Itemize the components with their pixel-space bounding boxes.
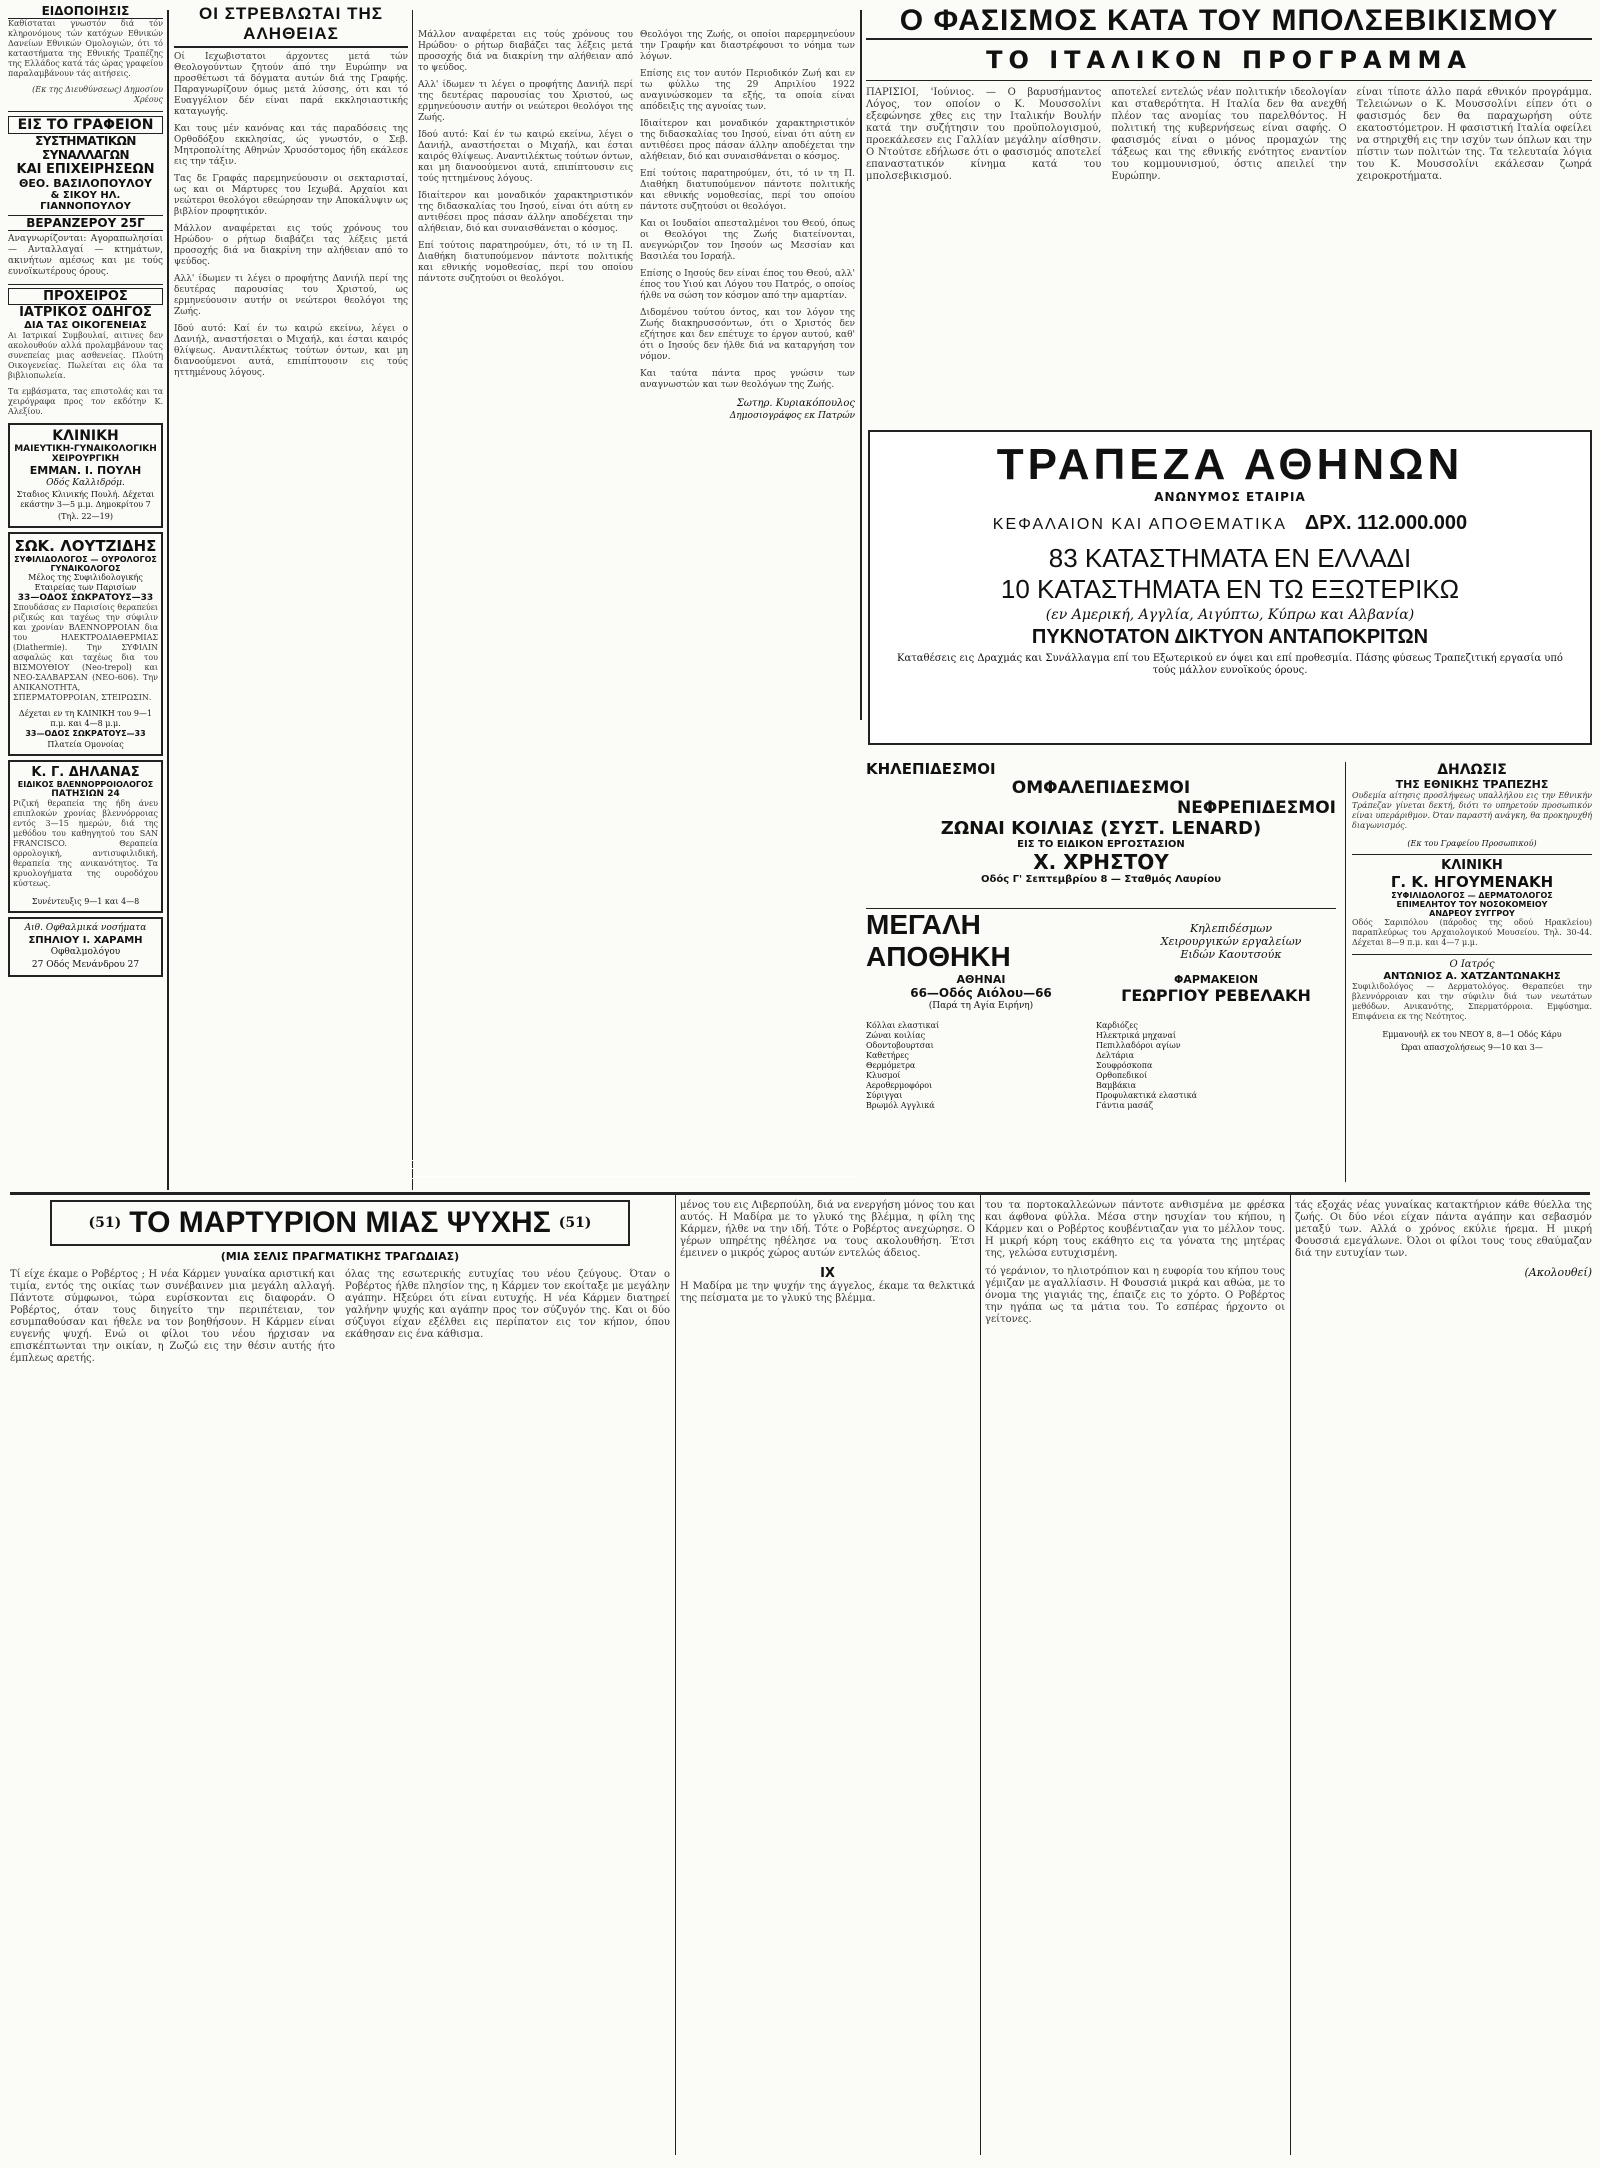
- article-paragraph: Και τους μέν κανόνας και τάς παραδόσεις της Ορθοδόξου εκκλησίας, ώς γνωστόν, ο Σεβ. Μητροπολίτης Αθηνών Χρυσόστομος ήδη εκάλεσε εις την τάξιν.: [174, 124, 408, 167]
- article-martyrion: [10, 1200, 670, 2155]
- dilanas-line: Συνέντευξις 9—1 και 4—8: [31, 897, 140, 906]
- notice-heading: ΕΙΔΟΠΟΙΗΣΙΣ: [8, 4, 163, 19]
- guide-body: Τα εμβάσματα, τας επιστολάς και τα χειρόγραφα προς τον εκδότην Κ. Αλεξίου.: [8, 387, 163, 416]
- dilanas-ad: [8, 760, 163, 913]
- apothiki-line: Κηλεπιδέσμων: [1189, 921, 1273, 935]
- hatzantonakis-body: Συφιλιδολόγος — Δερματολόγος. Θεραπεύει την βλεννόρροιαν και την σύφιλιν διά των νεωτάτων μεθόδων. Ανικανότης, Σπερματόρροια. Εμφύσημα. Επιφάνεια εκ της Νεότητος.: [1352, 982, 1592, 1021]
- dilanas-line: ΕΙΔΙΚΟΣ ΒΛΕΝΝΟΡΡΟΙΟΛΟΓΟΣ: [17, 780, 154, 789]
- apothiki-title: ΜΕΓΑΛΗ ΑΠΟΘΗΚΗ: [866, 909, 1011, 972]
- bank-capital: ΔΡΧ. 112.000.000: [1304, 512, 1468, 534]
- article-martyrion-col5: [1295, 1200, 1592, 2155]
- clinic-line: (Τηλ. 22—19): [58, 512, 113, 521]
- article-signature: Σωτηρ. Κυριακόπουλος: [736, 398, 855, 409]
- article-title: ΤΟ ΜΑΡΤΥΡΙΟΝ ΜΙΑΣ ΨΥΧΗΣ: [129, 1206, 551, 1239]
- guide-ad: [8, 284, 163, 417]
- apothiki-pharmacy-label: ΦΑΡΜΑΚΕΙΟΝ: [1173, 973, 1259, 986]
- loutzidis-line: 33—ΟΔΟΣ ΣΩΚΡΑΤΟΥΣ—33: [25, 729, 146, 738]
- therapeia-ad: [866, 1138, 1336, 1190]
- article-paragraph: Διδομένου τούτου όντος, και τον λόγον της Ζωής διακηρυσσόντων, ότι ο Χριστός δεν εζήτησε και δεν επέτυχε το έργον αυτού, καθ' ότι ο Ιησούς δεν ήλθε διά να καταργήση τον νόμον.: [640, 308, 855, 362]
- article-paragraph: Και οι Ιουδαίοι απεσταλμένοι του Θεού, όπως οι Θεολόγοι της Ζωής διατείνονται, ανεγνώριζον τον Ιησούν ως Μεσσίαν και Βασιλέα του Ισραήλ.: [640, 219, 855, 262]
- article-paragraph: Επίσης εις τον αυτόν Περιοδικόν Ζωή και εν τω φύλλω της 29 Απριλίου 1922 αναγινώσκομεν τα εξής, τα οποία είναι απόδειξις της αγνοίας των.: [640, 69, 855, 112]
- apothiki-item: Ηλεκτρικά μηχαναί: [1096, 1031, 1177, 1040]
- anglo-belgian-oil-engines-box: [414, 1162, 415, 1163]
- continued-note: (Ακολουθεί): [1524, 1266, 1592, 1279]
- article-paragraph: τάς εξοχάς νέας γυναίκας κατακτήριον κάθε θύελλα της ζωής. Οι δύο νέοι είχαν πάντα αγάπην και σεβασμόν μεταξύ των. Αλλά ο χρόνος εκύλιε ήρεμα. Η μικρή Φουσσιά εμεγάλωνε. Όλοι οι φίλοι τους τους εθαύμαζαν διά την ευτυχίαν των.: [1295, 1200, 1592, 1259]
- article-paragraph: Ιδού αυτό: Καί έν τω καιρώ εκείνω, λέγει ο Δανιήλ, αναστήσεται ο Μιχαήλ, και έσται καιρός θλίψεως. Αναντιλέκτως τούτων όντων, και μη διανοούμενοι αυτά, επιπίπτουσιν εις τούς ηττημένους λόγους.: [174, 324, 408, 378]
- apothiki-item: Δελτάρια: [1096, 1051, 1135, 1060]
- article-paragraph: τό γεράνιον, το ηλιοτρόπιον και η ευφορία του κήπου τους γέμιζαν με αγαλλίασιν. Η Φουσσιά μικρά και αθώα, με το όνομα της γιαγιάς της, έπαιζε εις το χόρτο. Ο Ροβέρτος την ηγάπα ως τα μάτια του. Το εσπέρας ήρχοντο οι γείτονες.: [985, 1266, 1285, 1325]
- loutzidis-body: Σπουδάσας εν Παρισίοις θεραπεύει ριζικώς και ταχέως την σύφιλιν και χρονίαν ΒΛΕΝΝΟΡΡΟΙΑΝ δια του ΗΛΕΚΤΡΟΔΙΑΘΕΡΜΙΑΣ (Diathermie). Την ΣΥΦΙΛΙΝ ασφαλώς και ταχέως δια του ΒΙΣΜΟΥΘΙΟΥ (Neo-trepol) και ΝΕΟ-ΣΑΛΒΑΡΣΑΝ (NEO-606). Την ΑΝΙΚΑΝΟΤΗΤΑ, ΣΠΕΡΜΑΤΟΡΡΟΙΑΝ, ΣΤΕΙΡΩΣΙΝ.: [13, 603, 158, 702]
- hatzantonakis-line: Ώραι απασχολήσεως 9—10 και 3—: [1401, 1043, 1543, 1052]
- apothiki-line: Χειρουργικών εργαλείων: [1160, 934, 1302, 948]
- grafeion-line: ΕΙΣ ΤΟ ΓΡΑΦΕΙΟΝ: [8, 116, 163, 134]
- hgoumenakis-ad: [1352, 854, 1592, 948]
- column-rule: [1290, 1195, 1291, 2155]
- hgoumenakis-line: ΕΠΙΜΕΛΗΤΟΥ ΤΟΥ ΝΟΣΟΚΟΜΕΙΟΥ: [1396, 900, 1548, 909]
- article-paragraph: είναι τίποτε άλλο παρά εθνικόν προγράμμα. Τελειώνων ο Κ. Μουσσολίνι είπεν ότι ο φασισμός δεν θα παραχωρήση ούτε εκατοστόμετρον. Η φασιστική Ιταλία οφείλει να στηριχθή εις την ισχύν των όπλων και την πίστιν των πολιτών της. Τα τελευταία λόγια του Κ. Μουσσολίνι εκάλεσαν ζωηρά χειροκροτήματα.: [1356, 87, 1592, 182]
- article-paragraph: Ιδιαίτερον και μοναδικόν χαρακτηριστικόν της διδασκαλίας του Ιησού, είναι ότι αύτη εν αντιθέσει προς πάσαν άλλην αποδέχεται την αλήθειαν, διό και συναισθάνεται ο κόσμος.: [640, 119, 855, 162]
- christou-line: Οδός Γ' Σεπτεμβρίου 8 — Σταθμός Λαυρίου: [980, 874, 1222, 885]
- apothiki-item: Πεπιλλαδόροι αγίων: [1096, 1041, 1181, 1050]
- bank-capital-label: ΚΕΦΑΛΑΙΟΝ ΚΑΙ ΑΠΟΘΕΜΑΤΙΚΑ: [992, 516, 1287, 533]
- article-paragraph: Οί Ιεχωβιστατοι άρχοντες μετά τών Θεολογούντων ζητούν άπό την Ευρώπην να προσθέτωσι τά δόγματα αυτών διά της Γραφής. Παραγνωρίζουν όμως μετά λύσσης, ότι και τό Ευαγγέλιον δέν είναι παρά εκκλησιαστικής καταγωγής.: [174, 52, 408, 117]
- article-paragraph: Μάλλον αναφέρεται εις τούς χρόνους του Ηρώδου· ο ρήτωρ διαβάζει τας λέξεις μετά προσοχής διά να διακρίνη την αλήθειαν από το ψεύδος.: [174, 224, 408, 267]
- bank-title: ΤΡΑΠΕΖΑ ΑΘΗΝΩΝ: [996, 440, 1464, 489]
- hgoumenakis-line: ΣΥΦΙΛΙΔΟΛΟΓΟΣ — ΔΕΡΜΑΤΟΛΟΓΟΣ: [1391, 891, 1553, 900]
- article-title: Ο ΦΑΣΙΣΜΟΣ ΚΑΤΑ ΤΟΥ ΜΠΟΛΣΕΒΙΚΙΣΜΟΥ: [866, 4, 1592, 40]
- article-paragraph: Θεολόγοι της Ζωής, οι οποίοι παρερμηνεύουν την Γραφήν και διαστρέφουσι το νόημα των λόγων.: [640, 30, 855, 62]
- grafeion-line: ΒΕΡΑΝΖΕΡΟΥ 25Γ: [8, 215, 163, 231]
- bank-subtitle: ΑΝΩΝΥΜΟΣ ΕΤΑΙΡΙΑ: [1154, 490, 1306, 504]
- article-paragraph: Επίσης ο Ιησούς δεν είναι έπος του Θεού, αλλ' έπος του Υιού και Λόγου του Πατρός, ο οποίος ήλθε να σώση τον κόσμον από την αμαρτίαν.: [640, 269, 855, 301]
- apothiki-item: Σουφρόσκοπα: [1096, 1061, 1153, 1070]
- hatzantonakis-line: ΑΝΤΩΝΙΟΣ Α. ΧΑΤΖΑΝΤΩΝΑΚΗΣ: [1383, 971, 1561, 982]
- haramis-line: 27 Οδός Μενάνδρου 27: [31, 960, 140, 970]
- article-subtitle: ΤΟ ΙΤΑΛΙΚΟΝ ΠΡΟΓΡΑΜΜΑ: [866, 40, 1592, 81]
- apothiki-item: Κόλλαι ελαστικαί: [866, 1021, 940, 1030]
- christou-ad: [866, 760, 1336, 885]
- apothiki-item: Καρδιόζες: [1096, 1021, 1138, 1030]
- anglo-belgian-engines-box: [412, 1178, 413, 1179]
- article-paragraph: Τί είχε έκαμε ο Ροβέρτος ; Η νέα Κάρμεν γυναίκα αριστική και τιμία, εντός της οικίας των συνέβαινεν μια μεγάλη αλλαγή. Πάντοτε σύμφωνοι, τώρα ευρίσκονται εις διαφοράν. Ο Ροβέρτος, όταν τους διηγείτο την περιπέτειαν, τον εσυμπαθούσαν και ήθελε να τον βοηθήσουν. Η Κάρμεν είναι ευγενής ψυχή. Ενώ οι φίλοι του νέου ήρχισαν να επισκέπτωνται την οικίαν, η Ζωζώ εις την θέσιν αυτής ήτο έμπλεως αρετής.: [10, 1269, 335, 1364]
- grafeion-body: Αναγνωρίζονται: Αγοραπωλησίαι — Ανταλλαγαί — κτημάτων, ακινήτων αμέσως και με τούς ευνοϊκωτέρους όρους.: [8, 234, 163, 277]
- article-paragraph: Τας δε Γραφάς παρεμηνεύουσιν οι σεκταρισταί, ως και οι Μάρτυρες του Ιεχωβά. Αρχαίοι και νεώτεροι θεολόγοι εθεώρησαν την Αποκάλυψιν ως βιβλίον προφητικόν.: [174, 174, 408, 217]
- article-paragraph: Επί τούτοις παρατηρούμεν, ότι, τό ιν τη Π. Διαθήκη διατυπούμενον πάντοτε πολιτικής και εθνικής νομοθεσίας, περί του οποίου πάντοτε συζητούσι οι θεολόγοι.: [640, 169, 855, 212]
- christou-line: ΟΜΦΑΛΕΠΙΔΕΣΜΟΙ: [1011, 778, 1191, 798]
- apothiki-item: Βαμβάκια: [1096, 1081, 1137, 1090]
- clinic-line: ΜΑΙΕΥΤΙΚΗ-ΓΥΝΑΙΚΟΛΟΓΙΚΗ: [14, 444, 157, 454]
- left-column: [8, 4, 163, 1190]
- christou-line: Χ. ΧΡΗΣΤΟΥ: [1033, 850, 1169, 874]
- loutzidis-line: Πλατεία Ομονοίας: [47, 740, 124, 749]
- article-paragraph: Επί τούτοις παρατηρούμεν, ότι, τό ιν τη Π. Διαθήκη διατυπούμενον πάντοτε πολιτικής και εθνικής νομοθεσίας, περί του οποίου πάντοτε συζητούσι οι θεολόγοι.: [418, 241, 633, 284]
- serial-number: (51): [558, 1215, 592, 1231]
- hatzantonakis-line: Εμμανουήλ εκ του ΝΕΟΥ 8, 8—1 Οδός Κάρυ: [1382, 1030, 1562, 1039]
- grafeion-line: ΘΕΟ. ΒΑΣΙΛΟΠΟΥΛΟΥ: [19, 177, 152, 190]
- clinic-line: ΕΜΜΑΝ. Ι. ΠΟΥΛΗ: [29, 464, 142, 477]
- grafeion-line: & ΣΙΚΟΥ ΗΛ. ΓΙΑΝΝΟΠΟΥΛΟΥ: [40, 190, 131, 212]
- article-paragraph: όλας της εσωτερικής ευτυχίας του νέου ζεύγους. Όταν ο Ροβέρτος ήλθε πλησίον της, η Κάρμεν τον εκοίταξε με μεγάλην αγάπην. Ηξεύρει ότι είναι ευτυχής. Η νέα Κάρμεν διατηρεί γαλήνην ψυχής και αγάπην προς τον σύζυγόν της. Και οι δύο σύζυγοι είχαν εξέλθει εις περίπατον εις τον κήπον, όπου εκάθησαν εις ένα κάθισμα.: [345, 1269, 670, 1340]
- haramis-line: Αιθ. Οφθαλμικά νοσήματα: [24, 923, 147, 933]
- haramis-ad: [8, 917, 163, 977]
- haramis-line: ΣΠΗΛΙΟΥ Ι. ΧΑΡΑΜΗ: [28, 935, 143, 946]
- apothiki-item: Κλυσμοί: [866, 1071, 901, 1080]
- bank-network: ΠΥΚΝΟΤΑΤΟΝ ΔΙΚΤΥΟΝ ΑΝΤΑΠΟΚΡΙΤΩΝ: [1031, 626, 1429, 648]
- anglo-belgian-frame: [414, 1176, 858, 1177]
- guide-line: ΠΡΟΧΕΙΡΟΣ: [8, 288, 163, 305]
- loutzidis-line: Δέχεται εν τη ΚΛΙΝΙΚΗ του 9—1 π.μ. και 4—8 μ.μ.: [18, 709, 153, 728]
- guide-body: Αι Ιατρικαί Συμβουλαί, αιτινες δεν ακολουθούν αλλά προλαμβάνουν τας συνεπείας μιας ασθενείας. Πλούτη Οικογενείας. Πωλείται εις όλα τα βιβλιοπωλεία.: [8, 331, 163, 380]
- clinic-line: Σταδιος Κλινικής Πουλή. Δέχεται εκάστην 3—5 μ.μ. Δημοκρίτου 7: [16, 490, 155, 509]
- apothiki-address: (Παρά τη Αγία Ειρήνη): [928, 1001, 1034, 1011]
- loutzidis-line: ΣΥΦΙΛΙΔΟΛΟΓΟΣ — ΟΥΡΟΛΟΓΟΣ: [14, 555, 157, 564]
- apothiki-item: Οδοντοβουρτσαι: [866, 1041, 934, 1050]
- hgoumenakis-line: ΚΛΙΝΙΚΗ: [1441, 858, 1503, 873]
- article-paragraph: αποτελεί εντελώς νέαν πολιτικήν ιδεολογίαν και σταθερότητα. Η Ιταλία δεν θα ανεχθή πλέον τας ανομίας του παρελθόντος. Η πολιτική της κυβερνήσεως είναι σαφής. Ο φασισμός είναι ο μόνος προμαχών της τάξεως και της εθνικής ενότητος εναντίον του κομμουνισμού, όστις απειλεί την Ευρώπην.: [1111, 87, 1347, 182]
- apothiki-item: Προφυλακτικά ελαστικά: [1096, 1091, 1197, 1100]
- article-paragraph: Αλλ' ίδωμεν τι λέγει ο προφήτης Δανιήλ περί της δευτέρας παρουσίας του Χριστού, ως ερμηνεύουσιν αυτήν οι νεώτεροι θεολόγοι της Ζωής.: [174, 274, 408, 317]
- article-martyrion-col3: [680, 1200, 975, 2155]
- loutzidis-ad: [8, 532, 163, 756]
- right-column-ads: [1345, 762, 1592, 1182]
- apothiki-pharmacy: ΓΕΩΡΓΙΟΥ ΡΕΒΕΛΑΚΗ: [1121, 986, 1311, 1005]
- apothiki-item: Αεροθερμοφόροι: [866, 1081, 933, 1090]
- guide-line: ΙΑΤΡΙΚΟΣ ΟΔΗΓΟΣ: [19, 305, 152, 320]
- chapter-number: IX: [820, 1266, 835, 1281]
- hgoumenakis-line: ΑΝΔΡΕΟΥ ΣΥΓΓΡΟΥ: [1429, 909, 1515, 918]
- grafeion-line: ΚΑΙ ΕΠΙΧΕΙΡΗΣΕΩΝ: [16, 162, 155, 177]
- notice-text: Καθίσταται γνωστόν διά τόν κληρονόμους τών κατόχων Εθνικών Δανείων Εθνικών Ομολογιών, ότι τό καταστήματα της Εθνικής Τραπέζης της Ελλάδος κατά τάς ώρας γραφείου παραλαμβάνουν τάς αιτήσεις.: [8, 19, 164, 78]
- trapeza-athinon-ad: [868, 430, 1592, 745]
- article-paragraph: Και ταύτα πάντα προς γνώσιν των αναγνωστών και των θεολόγων της Ζωής.: [640, 369, 855, 390]
- notice-signoff: (Εκ της Διευθύνσεως) Δημοσίου Χρέους: [32, 85, 163, 104]
- apothiki-line: Ειδών Καουτσούκ: [1180, 947, 1282, 961]
- hgoumenakis-line: Γ. Κ. ΗΓΟΥΜΕΝΑΚΗ: [1390, 873, 1554, 891]
- haramis-line: Οφθαλμολόγου: [50, 947, 121, 957]
- loutzidis-line: ΣΩΚ. ΛΟΥΤΖΙΔΗΣ: [14, 537, 157, 555]
- hgoumenakis-body: Οδός Σαριπόλου (πάροδος της οδού Ηρακλείου) παραπλεύρως του Αρχαιολογικού Μουσείου. Τηλ. 30-44. Δέχεται 8—9 π.μ. και 4—7 μ.μ.: [1352, 918, 1592, 947]
- apothiki-item: Ορθοπεδικοί: [1096, 1071, 1148, 1080]
- christou-line: ΕΙΣ ΤΟ ΕΙΔΙΚΟΝ ΕΡΓΟΣΤΑΣΙΟΝ: [1017, 839, 1185, 850]
- anglo-belgian-advertisement-panel: [412, 1160, 413, 1161]
- apothiki-item: Γάντια μασάζ: [1096, 1101, 1154, 1110]
- article-fasismos: [866, 4, 1592, 464]
- article-title: ΟΙ ΣΤΡΕΒΛΩΤΑΙ ΤΗΣ ΑΛΗΘΕΙΑΣ: [174, 4, 408, 48]
- bank-branches-greece: 83 ΚΑΤΑΣΤΗΜΑΤΑ ΕΝ ΕΛΛΑΔΙ: [1048, 543, 1412, 573]
- article-paragraph: του τα πορτοκαλλεώνων πάντοτε ανθισμένα με φρέσκα και άφθονα φύλλα. Μέσα στην ησυχίαν του κήπου, η Κάρμεν και ο Ροβέρτος κουβέντιαζαν για το μέλλον τους. Η μικρή κόρη τους εκάθητο εις τα γόνατα της μητέρας της, γελώσα ευτυχισμένη.: [985, 1200, 1285, 1259]
- article-paragraph: Ιδιαίτερον και μοναδικόν χαρακτηριστικόν της διδασκαλίας του Ιησού, είναι ότι αύτη εν αντιθέσει προς πάσαν άλλην αποδέχεται την αλήθειαν, διό και συναισθάνεται ο κόσμος.: [418, 191, 633, 234]
- column-rule: [860, 10, 862, 720]
- article-paragraph: Αλλ' ίδωμεν τι λέγει ο προφήτης Δανιήλ περί της δευτέρας παρουσίας του Χριστού, ως ερμηνεύουσιν αυτήν οι νεώτεροι θεολόγοι της Ζωής.: [418, 80, 633, 123]
- article-paragraph: Η Μαδίρα με την ψυχήν της άγγελος, έκαμε τα θελκτικά της πείσματα με το γλυκύ της βλέμμα.: [680, 1281, 975, 1304]
- column-rule: [980, 1195, 981, 2155]
- apothiki-address: 66—Οδός Αιόλου—66: [910, 986, 1052, 1000]
- christou-line: ΚΗΛΕΠΙΔΕΣΜΟΙ: [866, 760, 996, 778]
- article-paragraph: Μάλλον αναφέρεται εις τούς χρόνους του Ηρώδου· ο ρήτωρ διαβάζει τας λέξεις μετά προσοχής διά να διακρίνη την αλήθειαν από το ψεύδος.: [418, 30, 633, 73]
- dilanas-line: ΠΑΤΗΣΙΩΝ 24: [51, 789, 120, 799]
- bank-services: Καταθέσεις εις Δραχμάς και Συνάλλαγμα επί του Εξωτερικού εν όψει και επί προθεσμία. Πάσης φύσεως Τραπεζιτική εργασία υπό τούς μάλλον ευνοϊκούς όρους.: [897, 653, 1563, 676]
- apothiki-city: ΑΘΗΝΑΙ: [956, 973, 1006, 986]
- apothiki-items-left: [866, 1021, 1096, 1111]
- article-paragraph: μένος του εις Λιβερπούλη, διά να ενεργήση μόνος του και αυτός. Η Μαδίρα με το γλυκό της βλέμμα, η φίλη της Κάρμεν, ήλθε να την ιδή. Τότε ο Ροβέρτος ανεχώρησε. Ο γέρων υπηρέτης ηθέλησε να τους ακολουθήση. Έτσι έμεινεν ο μικρός χώρος αυτών εντελώς άδειος.: [680, 1200, 975, 1259]
- grafeion-ad: [8, 111, 163, 278]
- column-rule: [412, 10, 413, 1190]
- grafeion-line: ΣΥΣΤΗΜΑΤΙΚΩΝ ΣΥΝΑΛΛΑΓΩΝ: [35, 134, 136, 162]
- apothiki-ad: [866, 908, 1336, 1139]
- apothiki-item: Θερμόμετρα: [866, 1061, 916, 1070]
- article-streblotai: [174, 4, 408, 1190]
- dilosis-title: ΔΗΛΩΣΙΣ: [1437, 762, 1507, 778]
- article-signature: Δημοσιογράφος εκ Πατρών: [729, 411, 855, 421]
- serial-number: (51): [88, 1215, 122, 1231]
- dilosis-body: Ουδεμία αίτησις προσλήψεως υπαλλήλου εις την Εθνικήν Τράπεζαν γίνεται δεκτή, διότι το υπηρετούν προσωπικόν είναι υπεράριθμον. Όταν παραστή ανάγκη, θα προκηρυχθή διαγωνισμός.: [1352, 791, 1592, 830]
- apothiki-item: Καθετήρες: [866, 1051, 909, 1060]
- hatzantonakis-ad: [1352, 954, 1592, 1054]
- anglo-belgian-ad-box-shown: [412, 1168, 413, 1169]
- apothiki-item: Βρωμόλ Αγγλικά: [866, 1101, 935, 1110]
- section-rule: [10, 1192, 1590, 1195]
- article-subtitle: (ΜΙΑ ΣΕΛΙΣ ΠΡΑΓΜΑΤΙΚΗΣ ΤΡΑΓΩΔΙΑΣ): [220, 1250, 460, 1263]
- dilanas-body: Ριζική θεραπεία της ήδη άνευ επιπλοκών χρονίας βλεννόρροιας εντός 3—15 ημερών, διά της μεθόδου του καθηγητού του SAN FRANCISCO. Θεραπεία ορρολογική, αντισυφιλιδική, θεραπεία της ανικανότητος. Τα κρυολογήματα της ουροδόχου κύστεως.: [13, 799, 158, 888]
- bank-countries: (εν Αμερική, Αγγλία, Αιγύπτω, Κύπρω και Αλβανία): [1045, 607, 1415, 623]
- column-rule: [675, 1195, 676, 2155]
- clinic-pouli-ad: [8, 423, 163, 528]
- article-streblotai-continued: [640, 30, 855, 1180]
- clinic-line: ΚΛΙΝΙΚΗ: [52, 428, 119, 444]
- article-martyrion-col4: [985, 1200, 1285, 2155]
- loutzidis-line: Μέλος της Συφιλιδολογικής Εταιρείας των Παρισίων: [28, 573, 143, 592]
- dilanas-line: Κ. Γ. ΔΗΛΑΝΑΣ: [31, 765, 140, 780]
- apothiki-items-right: [1096, 1021, 1336, 1111]
- column-rule: [167, 10, 169, 1190]
- bank-branches-abroad: 10 ΚΑΤΑΣΤΗΜΑΤΑ ΕΝ ΤΩ ΕΞΩΤΕΡΙΚΩ: [1000, 574, 1460, 604]
- guide-line: ΔΙΑ ΤΑΣ ΟΙΚΟΓΕΝΕΙΑΣ: [24, 320, 147, 331]
- christou-line: ΖΩΝΑΙ ΚΟΙΛΙΑΣ (ΣΥΣΤ. LENARD): [940, 818, 1262, 839]
- clinic-line: ΧΕΙΡΟΥΡΓΙΚΗ: [51, 454, 120, 464]
- christou-line: ΝΕΦΡΕΠΙΔΕΣΜΟΙ: [1177, 798, 1336, 818]
- loutzidis-line: 33—ΟΔΟΣ ΣΩΚΡΑΤΟΥΣ—33: [17, 593, 154, 603]
- article-streblotai-middle: [418, 30, 633, 1180]
- loutzidis-line: ΓΥΝΑΙΚΟΛΟΓΟΣ: [50, 564, 121, 573]
- dilosis-signature: (Εκ του Γραφείου Προσωπικού): [1407, 839, 1537, 848]
- apothiki-item: Σύριγγαι: [866, 1091, 903, 1100]
- article-paragraph: Ιδού αυτό: Καί έν τω καιρώ εκείνω, λέγει ο Δανιήλ, αναστήσεται ο Μιχαήλ, και έσται καιρός θλίψεως. Αναντιλέκτως τούτων όντων, και μη διανοούμενοι αυτά, επιπίπτουσιν εις τούς ηττημένους λόγους.: [418, 130, 633, 184]
- apothiki-item: Ζώναι κοιλίας: [866, 1031, 926, 1040]
- hatzantonakis-line: Ο Ιατρός: [1449, 959, 1495, 970]
- article-paragraph: ΠΑΡΙΣΙΟΙ, 'Ιούνιος. — Ο βαρυσήμαντος Λόγος, τον οποίον ο Κ. Μουσσολίνι εξεφώνησε χθες εις την Ιταλικήν Βουλήν κατά την συζήτησιν του προϋπολογισμού, προεκάλεσεν εις Γαλλίαν μεγάλην αίσθησιν. Ο Ντούτσε εδήλωσε ότι ο φασισμός αποτελεί επαναστατικόν κίνημα κατά του μπολσεβικισμού.: [866, 87, 1102, 182]
- clinic-line: Οδός Καλλιδρόμ.: [46, 478, 125, 488]
- dilosis-subtitle: ΤΗΣ ΕΘΝΙΚΗΣ ΤΡΑΠΕΖΗΣ: [1395, 778, 1549, 791]
